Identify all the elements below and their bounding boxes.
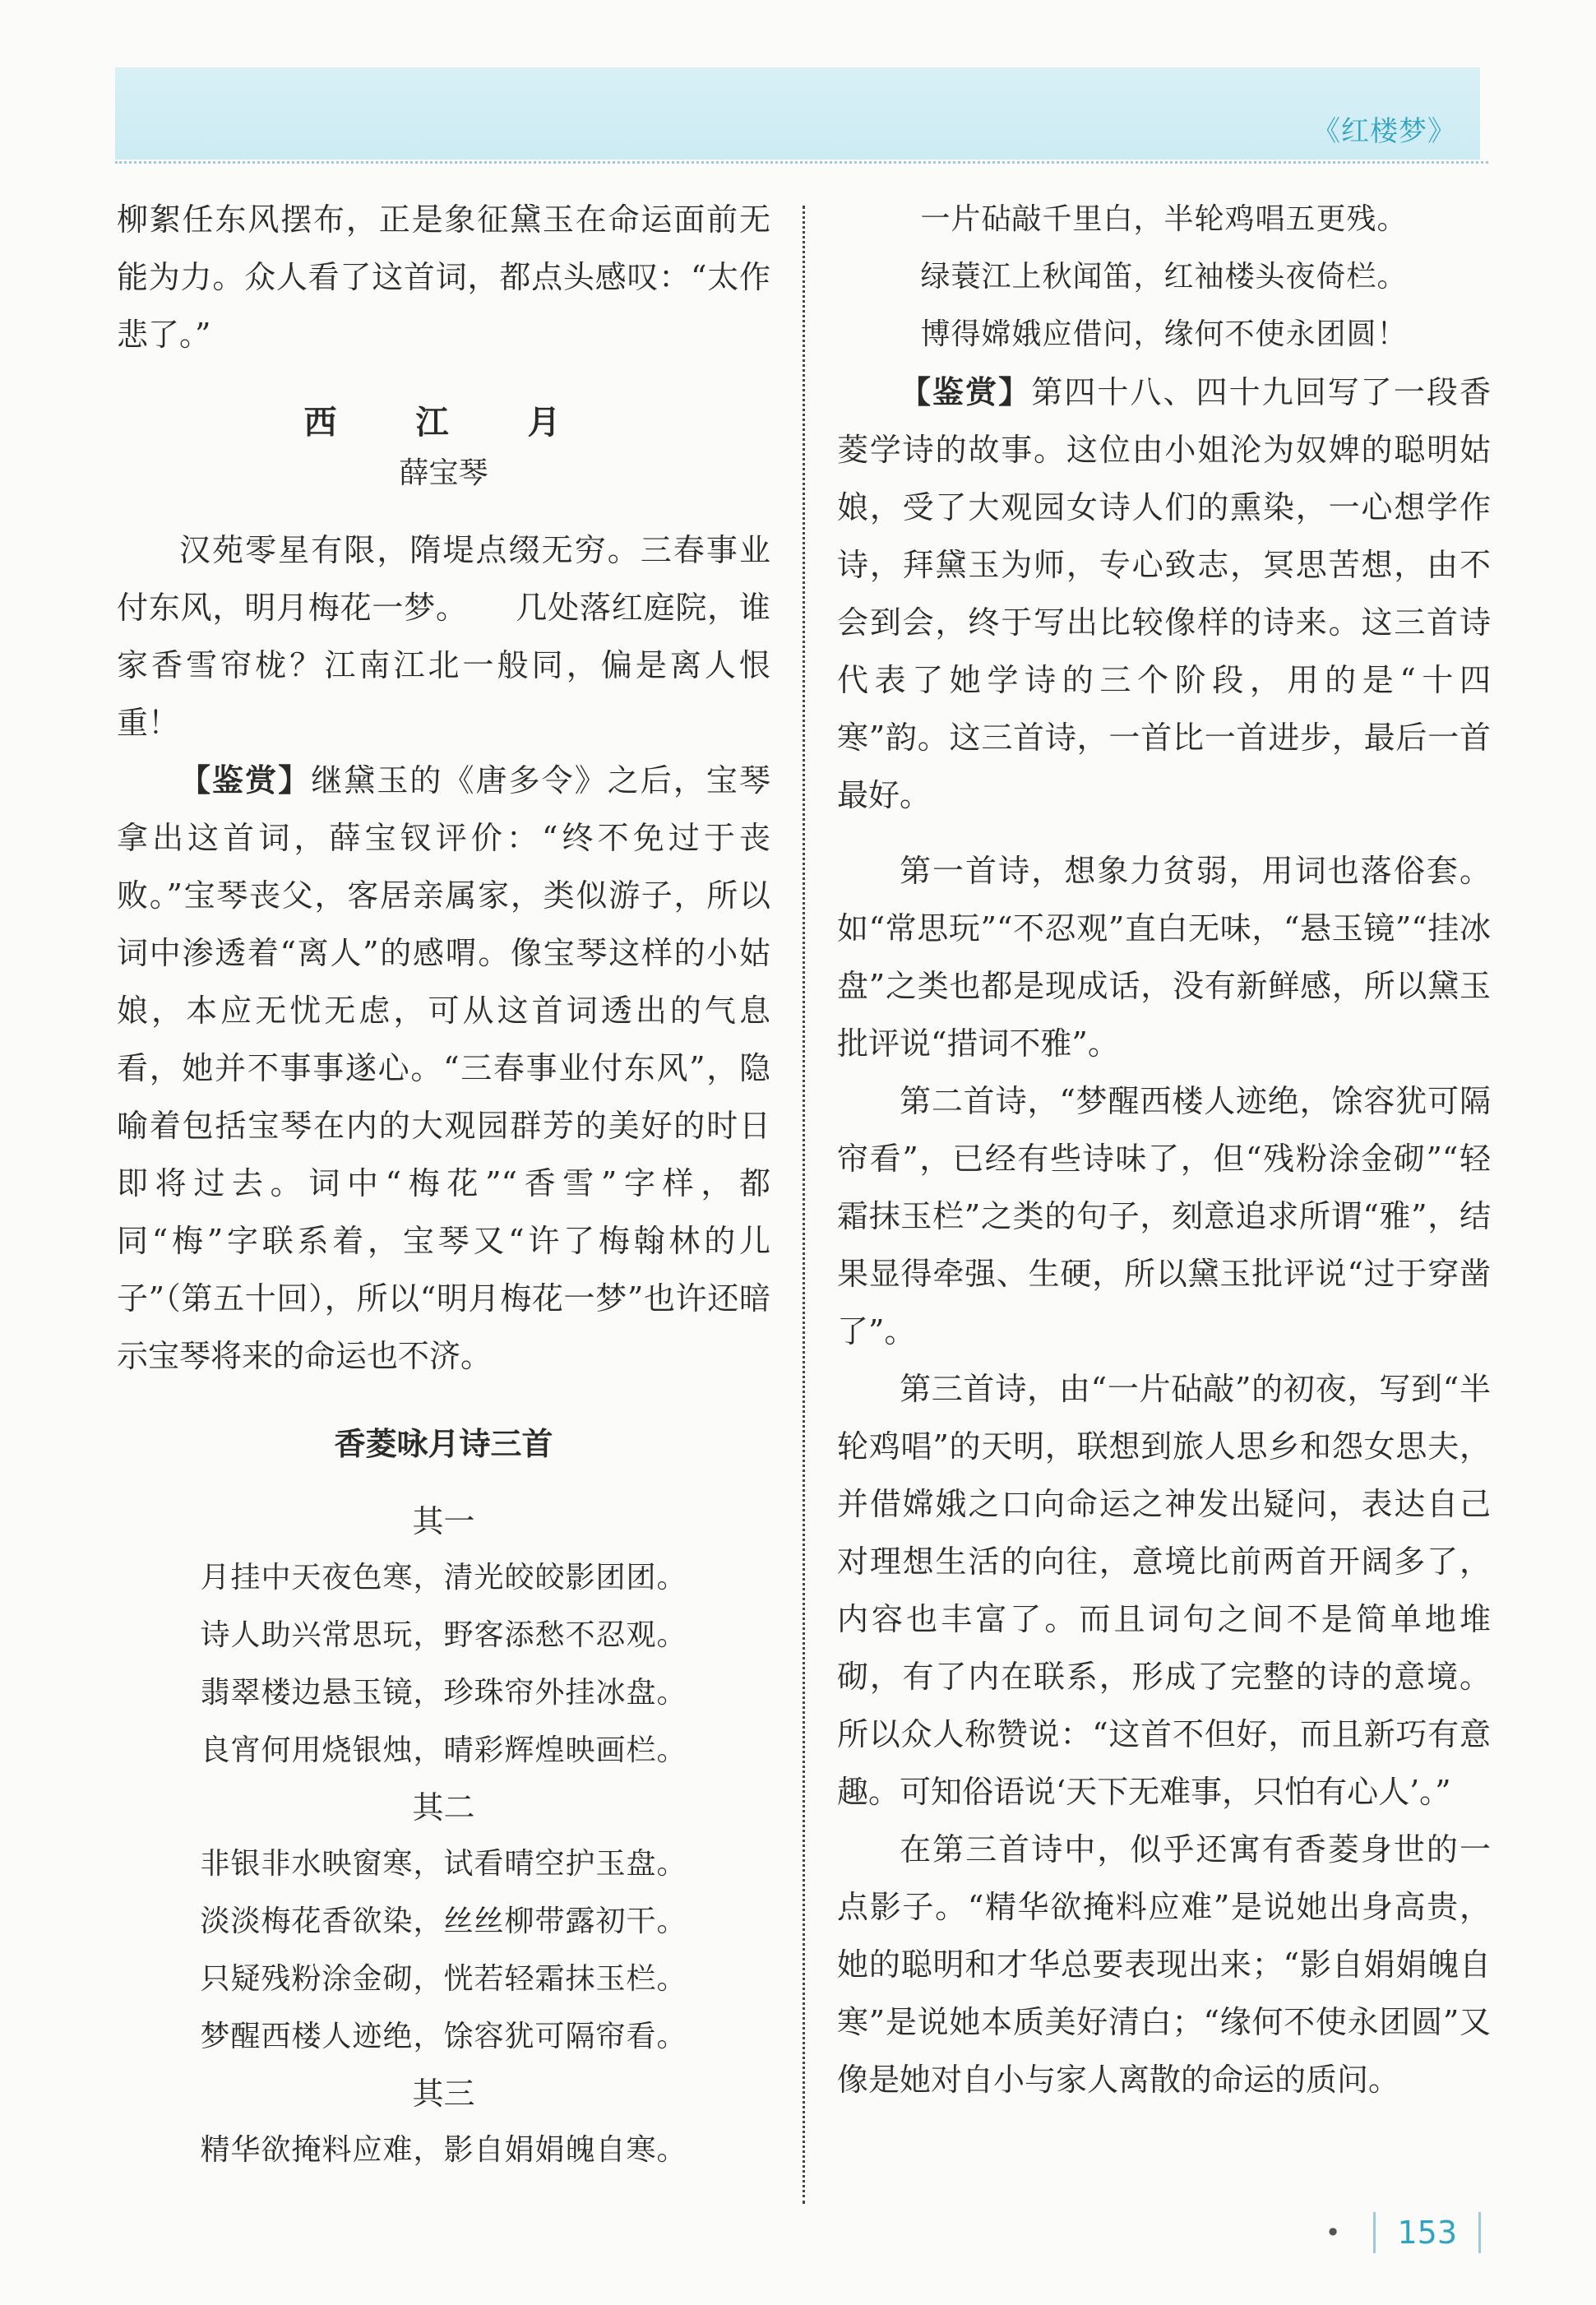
column-divider: [803, 206, 805, 2204]
verse-line: 淡淡梅花香欲染，丝丝柳带露初干。: [200, 1905, 687, 1938]
appreciation-tag: 【鉴赏】: [900, 374, 1032, 410]
analysis-paragraph: 第二首诗，“梦醒西楼人迹绝，馀容犹可隔帘看”，已经有些诗味了，但“残粉涂金砌”“轻霜抹玉栏”之类的句子，刻意追求所谓“雅”，结果显得牵强、生硬，所以黛玉批评说“过于穿凿了”。: [837, 1083, 1491, 1349]
poem-title-xiangling: 香菱咏月诗三首: [334, 1426, 553, 1462]
verse-line: 翡翠楼边悬玉镜，珍珠帘外挂冰盘。: [200, 1676, 687, 1710]
analysis-paragraph: 在第三首诗中，似乎还寓有香菱身世的一点影子。“精华欲掩料应难”是说她出身高贵，她的聪明和才华总要表现出来；“影自娟娟魄自寒”是说她本质美好清白；“缘何不使永团圆”又像是她对自小与家人离散的命运的质问。: [837, 1831, 1491, 2098]
verse-line: 绿蓑江上秋闻笛，红袖楼头夜倚栏。: [920, 260, 1408, 294]
poem-section-heading: 其三: [412, 2076, 475, 2112]
footer-bar-right: [1478, 2212, 1481, 2253]
header-band: [115, 67, 1480, 160]
verse-line: 梦醒西楼人迹绝，馀容犹可隔帘看。: [200, 2020, 687, 2053]
poem-text: 汉苑零星有限，隋堤点缀无穷。三春事业付东风，明月梅花一梦。 几处落红庭院，谁家香雪帘栊？江南江北一般同，偏是离人恨重！: [117, 532, 770, 741]
poem-section-heading: 其二: [412, 1789, 475, 1826]
appreciation-paragraph: [117, 752, 770, 1385]
appreciation-text: 第四十八、四十九回写了一段香菱学诗的故事。这位由小姐沦为奴婢的聪明姑娘，受了大观园女诗人们的熏染，一心想学作诗，拜黛玉为师，专心致志，冥思苦想，由不会到会，终于写出比较像样的诗来。这三首诗代表了她学诗的三个阶段，用的是“十四寒”韵。这三首诗，一首比一首进步，最后一首最好。: [837, 374, 1491, 813]
verse-line: 非银非水映窗寒，试看晴空护玉盘。: [200, 1847, 687, 1881]
verse-line: 精华欲掩料应难，影自娟娟魄自寒。: [200, 2133, 687, 2167]
analysis-paragraph: 第一首诗，想象力贫弱，用词也落俗套。如“常思玩”“不忍观”直白无味，“悬玉镜”“挂冰盘”之类也都是现成话，没有新鲜感，所以黛玉批评说“措词不雅”。: [837, 853, 1491, 1062]
appreciation-paragraph: [837, 363, 1491, 824]
left-column: [117, 191, 770, 2179]
verse-line: 诗人助兴常思玩，野客添愁不忍观。: [200, 1618, 687, 1652]
analysis-paragraph: 第三首诗，由“一片砧敲”的初夜，写到“半轮鸡唱”的天明，联想到旅人思乡和怨女思夫，并借嫦娥之口向命运之神发出疑问，表达自己对理想生活的向往，意境比前两首开阔多了，内容也丰富了。而且词句之间不是简单地堆砌，有了内在联系，形成了完整的诗的意境。所以众人称赞说：“这首不但好，而且新巧有意趣。可知俗语说‘天下无难事，只怕有心人’。”: [837, 1371, 1491, 1810]
page-number: 153: [1397, 2215, 1457, 2251]
book-title: 《红楼梦》: [1312, 115, 1456, 148]
footer-dot: •: [1325, 2217, 1341, 2248]
poem-author: 薛宝琴: [399, 456, 488, 490]
appreciation-tag: 【鉴赏】: [179, 762, 312, 798]
header-divider: [115, 161, 1488, 164]
verse-line: 博得嫦娥应借问，缘何不使永团圆！: [920, 317, 1408, 351]
poem-section-heading: 其一: [412, 1503, 475, 1539]
appreciation-text: 继黛玉的《唐多令》之后，宝琴拿出这首词，薛宝钗评价：“终不免过于丧败。”宝琴丧父，客居亲属家，类似游子，所以词中渗透着“离人”的感喟。像宝琴这样的小姑娘，本应无忧无虑，可从这首词透出的气息看，她并不事事遂心。“三春事业付东风”，隐喻着包括宝琴在内的大观园群芳的美好的时日即将过去。词中“梅花”“香雪”字样，都同“梅”字联系着，宝琴又“许了梅翰林的儿子”（第五十回），所以“明月梅花一梦”也许还暗示宝琴将来的命运也不济。: [117, 762, 770, 1374]
verse-line: 只疑残粉涂金砌，恍若轻霜抹玉栏。: [200, 1962, 687, 1996]
page-footer: [1325, 2212, 1481, 2253]
poem-title-xijiangyue: 西 江 月: [303, 404, 584, 442]
verse-line: 良宵何用烧银烛，晴彩辉煌映画栏。: [200, 1733, 687, 1767]
verse-line: 月挂中天夜色寒，清光皎皎影团团。: [200, 1561, 687, 1595]
continuation-paragraph: 柳絮任东风摆布，正是象征黛玉在命运面前无能为力。众人看了这首词，都点头感叹：“太作悲了。”: [117, 201, 770, 353]
right-column: [837, 191, 1491, 2108]
verse-line: 一片砧敲千里白，半轮鸡唱五更残。: [920, 202, 1408, 236]
